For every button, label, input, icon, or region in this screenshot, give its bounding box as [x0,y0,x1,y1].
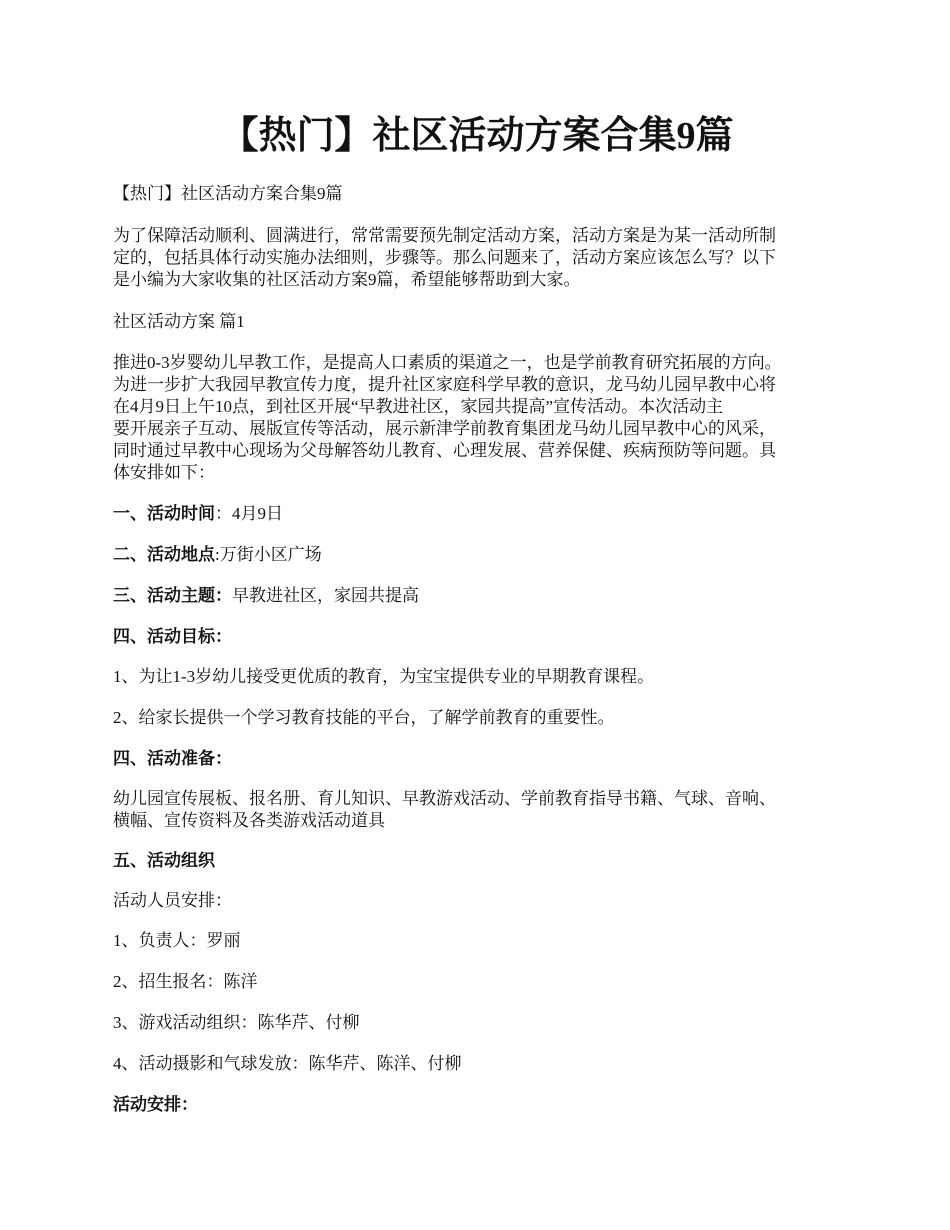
activity-theme-value: 早教进社区，家园共提高 [232,586,419,605]
activity-time-label: 一、活动时间 [113,504,215,523]
intro-line-1: 为了保障活动顺利、圆满进行，常常需要预先制定活动方案，活动方案是为某一活动所制 [113,226,776,245]
staff-item-1: 1、负责人：罗丽 [113,931,241,950]
activity-time [113,503,841,525]
intro-line-3: 是小编为大家收集的社区活动方案9篇，希望能够帮助到大家。 [113,270,581,289]
activity-theme-label: 三、活动主题： [113,586,232,605]
activity-place [113,544,841,566]
activity-prep-heading: 四、活动准备： [113,749,232,768]
prep-line-2: 横幅、宣传资料及各类游戏活动道具 [113,811,385,830]
document-subtitle: 【热门】社区活动方案合集9篇 [113,184,343,203]
activity-place-label: 二、活动地点 [113,545,215,564]
para1-line-4: 要开展亲子互动、展版宣传等活动，展示新津学前教育集团龙马幼儿园早教中心的风采， [113,419,776,438]
staff-item-3: 3、游戏活动组织：陈华芹、付柳 [113,1013,360,1032]
intro-line-2: 定的，包括具体行动实施办法细则，步骤等。那么问题来了，活动方案应该怎么写？以下 [113,248,776,267]
activity-goal-heading: 四、活动目标： [113,627,232,646]
schedule-heading: 活动安排： [113,1095,198,1114]
section-heading: 社区活动方案 篇1 [113,312,245,331]
activity-org-heading: 五、活动组织 [113,851,215,870]
staff-item-2: 2、招生报名：陈洋 [113,972,258,991]
staff-item-4: 4、活动摄影和气球发放：陈华芹、陈洋、付柳 [113,1054,462,1073]
activity-time-value: ：4月9日 [215,504,283,523]
goal-item-1: 1、为让1-3岁幼儿接受更优质的教育，为宝宝提供专业的早期教育课程。 [113,667,655,686]
para1-line-5: 同时通过早教中心现场为父母解答幼儿教育、心理发展、营养保健、疾病预防等问题。具 [113,441,776,460]
para1-line-2: 为进一步扩大我园早教宣传力度，提升社区家庭科学早教的意识，龙马幼儿园早教中心将 [113,375,776,394]
para1-line-3: 在4月9日上午10点，到社区开展“早教进社区，家园共提高”宣传活动。本次活动主 [113,397,724,416]
activity-place-value: :万街小区广场 [215,545,322,564]
staff-heading: 活动人员安排： [113,891,232,910]
para1-line-1: 推进0-3岁婴幼儿早教工作，是提高人口素质的渠道之一，也是学前教育研究拓展的方向。 [113,353,782,372]
para1-line-6: 体安排如下： [113,463,215,482]
goal-item-2: 2、给家长提供一个学习教育技能的平台，了解学前教育的重要性。 [113,708,615,727]
prep-line-1: 幼儿园宣传展板、报名册、育儿知识、早教游戏活动、学前教育指导书籍、气球、音响、 [113,789,776,808]
activity-theme [113,585,841,607]
document-title: 【热门】社区活动方案合集9篇 [220,115,734,157]
